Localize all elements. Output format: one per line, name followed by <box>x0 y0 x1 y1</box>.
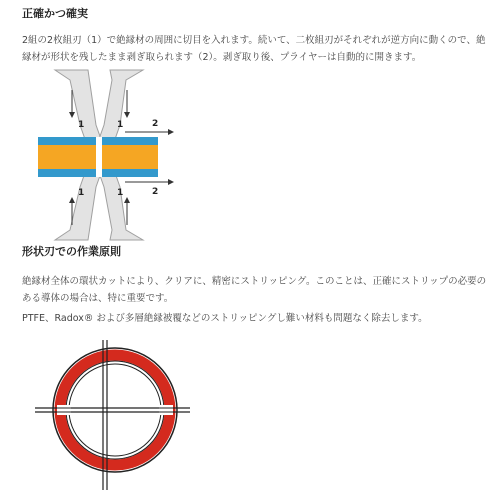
label-bottom-2: 2 <box>152 187 159 197</box>
arrow-up-icon <box>124 197 130 203</box>
cut-gap <box>96 137 102 177</box>
arrow-up-icon <box>69 197 75 203</box>
section-paragraph-shaped-blade-1: 絶縁材全体の環状カットにより、クリアに、精密にストリッピング。このことは、正確にストリップの必要のある導体の場合は、特に重要です。 <box>22 276 487 304</box>
label-bottom-left-1: 1 <box>78 188 85 198</box>
section-heading-shaped-blade: 形状刃での作業原則 <box>22 245 121 258</box>
section-paragraph-precision: 2組の2枚組刃（1）で絶縁材の周囲に切目を入れます。続いて、二枚組刃がそれぞれが逆方向に動くので、絶縁材が形状を残したまま剥ぎ取られます（2）。剥ぎ取り後、プライヤーは自動的に開きます。 <box>22 35 486 63</box>
circular-cut-diagram <box>0 330 220 500</box>
section-paragraph-shaped-blade-2: PTFE、Radox® および多層絶縁被覆などのストリッピングし難い材料も問題なく除去します。 <box>22 313 428 324</box>
blade-bottom-left <box>55 170 102 240</box>
section-heading-precision: 正確かつ確実 <box>22 7 88 20</box>
blade-stripping-diagram <box>0 60 220 245</box>
blade-bottom-right <box>98 170 143 240</box>
label-bottom-right-1: 1 <box>117 188 124 198</box>
blade-top-right <box>98 70 143 142</box>
blade-top-left <box>55 70 102 142</box>
label-top-right-1: 1 <box>117 120 124 130</box>
arrow-down-icon <box>124 112 130 118</box>
arrow-right-icon <box>168 179 174 185</box>
arrow-down-icon <box>69 112 75 118</box>
label-top-left-1: 1 <box>78 120 85 130</box>
arrow-right-icon <box>168 129 174 135</box>
label-top-2: 2 <box>152 119 159 129</box>
